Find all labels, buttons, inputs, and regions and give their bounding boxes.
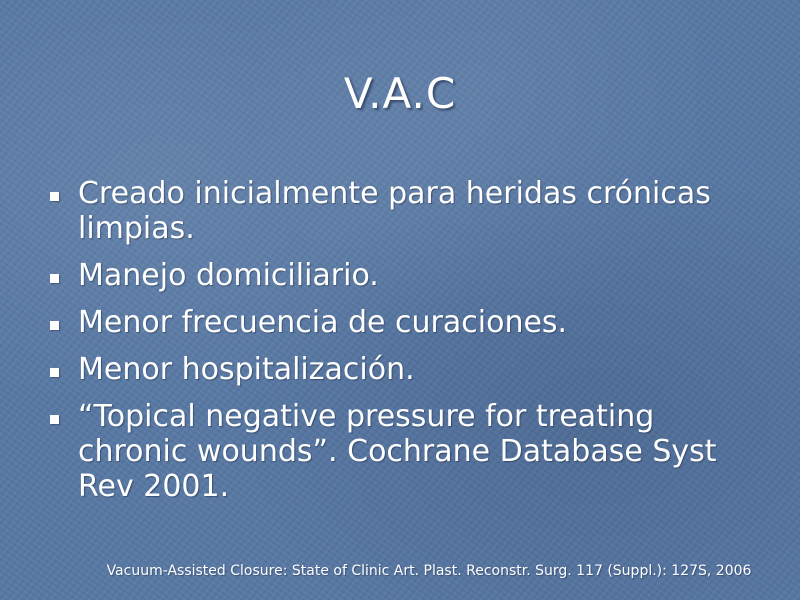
bullet-list: [44, 176, 764, 516]
list-item: [44, 176, 764, 246]
square-bullet-icon: [50, 192, 59, 201]
list-item: [44, 399, 764, 504]
list-item: [44, 305, 764, 340]
square-bullet-icon: [50, 321, 59, 330]
reference-citation: Vacuum-Assisted Closure: State of Clinic Art. Plast. Reconstr. Surg. 117 (Suppl.): 127S, 2006: [106, 563, 752, 579]
square-bullet-icon: [50, 274, 59, 283]
list-item: [44, 258, 764, 293]
bullet-text: Menor frecuencia de curaciones.: [78, 305, 568, 340]
bullet-text: “Topical negative pressure for treating chronic wounds”. Cochrane Database Syst Rev 2001.: [78, 399, 717, 504]
list-item: [44, 352, 764, 387]
square-bullet-icon: [50, 415, 59, 424]
square-bullet-icon: [50, 368, 59, 377]
bullet-text: Menor hospitalización.: [78, 352, 415, 387]
bullet-text: Manejo domiciliario.: [78, 258, 379, 293]
bullet-text: Creado inicialmente para heridas crónicas limpias.: [78, 176, 711, 246]
slide-title: V.A.C: [343, 69, 457, 118]
